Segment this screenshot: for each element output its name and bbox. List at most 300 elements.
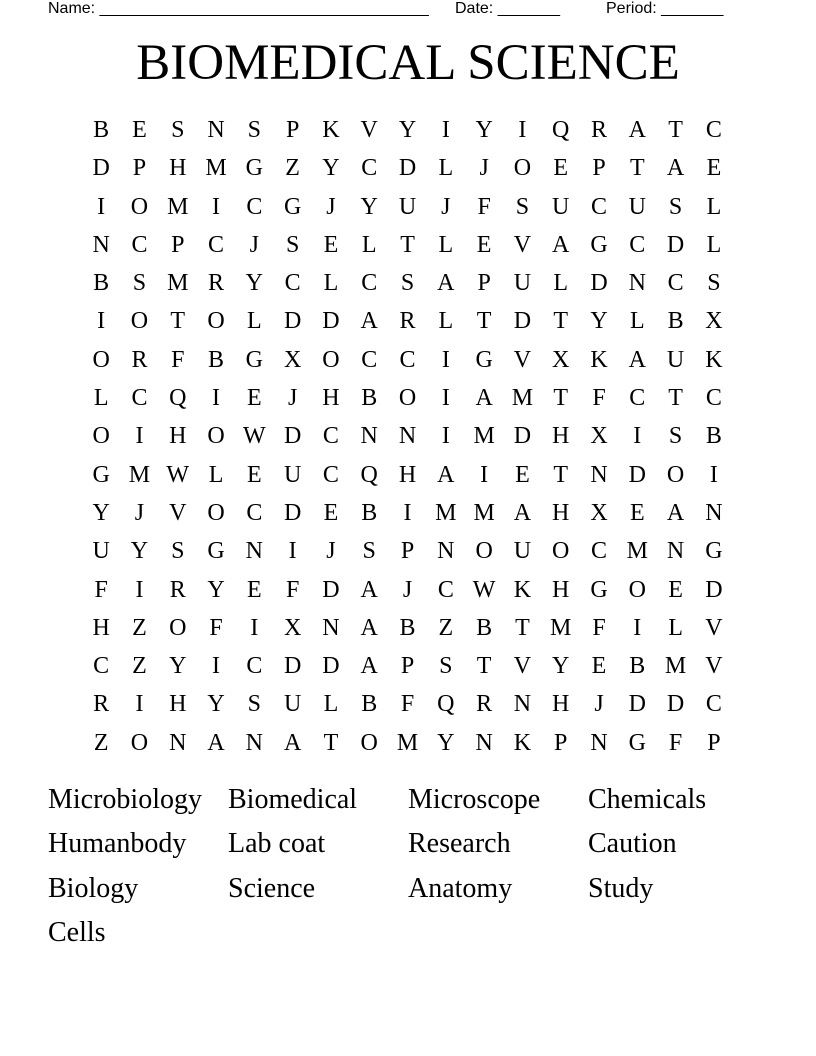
grid-row [82,647,734,685]
grid-letter: N [513,691,532,718]
grid-letter: N [245,538,263,565]
grid-letter: H [92,614,110,641]
grid-letter: J [134,499,145,526]
grid-letter: F [209,614,223,641]
grid-letter: O [207,423,225,450]
grid-letter: L [361,231,377,258]
grid-letter: O [475,538,493,565]
grid-letter: C [361,155,378,182]
grid-letter: W [166,461,190,488]
grid-letter: P [132,155,147,182]
grid-letter: G [590,231,608,258]
grid-letter: G [283,193,302,220]
grid-letter: E [668,576,683,603]
grid-letter: O [360,729,378,756]
grid-letter: L [208,461,224,488]
grid-letter: I [250,614,259,641]
grid-letter: B [476,614,493,641]
grid-letter: O [322,346,340,373]
grid-letter: T [553,385,569,412]
grid-letter: A [513,499,532,526]
grid-letter: G [245,346,263,373]
grid-letter: I [441,423,450,450]
grid-letter: N [628,270,646,297]
grid-letter: P [592,155,606,182]
grid-letter: V [169,499,187,526]
grid-letter: Y [360,193,378,220]
grid-row [82,341,734,379]
grid-letter: C [246,193,263,220]
grid-letter: L [629,308,645,335]
grid-letter: S [400,270,415,297]
grid-letter: T [629,155,645,182]
grid-letter: M [128,461,151,488]
grid-letter: L [553,270,569,297]
grid-letter: C [361,346,378,373]
grid-letter: N [92,231,110,258]
grid-letter: B [208,346,225,373]
word-bank-item: Study [588,872,654,904]
grid-letter: D [666,691,685,718]
grid-letter: J [326,193,336,220]
grid-letter: L [323,270,339,297]
grid-letter: P [171,231,185,258]
grid-letter: C [246,653,263,680]
grid-letter: F [94,576,108,603]
grid-row [82,417,734,455]
grid-letter: D [513,423,532,450]
grid-letter: Z [93,729,109,756]
word-bank-item: Microscope [408,784,541,815]
grid-letter: I [135,423,144,450]
grid-letter: D [283,308,302,335]
grid-letter: F [285,576,300,603]
grid-letter: Q [360,461,378,488]
grid-letter: C [208,231,225,258]
grid-letter: H [552,423,570,450]
word-bank-item: Chemicals [588,784,707,815]
grid-letter: A [437,270,455,297]
word-search-grid [82,111,734,762]
header-fields [48,0,748,20]
grid-letter: S [171,538,185,565]
grid-letter: O [666,461,685,488]
grid-row [82,685,734,723]
grid-letter: C [591,538,608,565]
grid-letter: O [130,193,149,220]
grid-letter: R [93,691,110,718]
grid-letter: H [169,155,187,182]
grid-letter: D [513,308,532,335]
grid-letter: F [400,691,415,718]
grid-letter: S [668,193,683,220]
grid-letter: O [207,308,225,335]
grid-letter: C [705,117,722,143]
grid-letter: D [590,270,608,297]
grid-letter: T [553,308,569,335]
grid-letter: K [513,729,532,756]
grid-letter: E [476,231,492,258]
grid-letter: E [323,499,339,526]
grid-letter: F [592,614,606,641]
grid-letter: P [400,653,415,680]
grid-letter: A [437,461,455,488]
grid-letter: N [245,729,263,756]
grid-letter: Y [475,117,493,143]
grid-letter: H [552,499,570,526]
grid-letter: P [285,117,300,143]
grid-letter: Y [207,576,225,603]
grid-letter: R [169,576,186,603]
grid-letter: C [667,270,684,297]
grid-letter: J [326,538,336,565]
grid-letter: N [437,538,455,565]
grid-row [82,609,734,647]
grid-letter: Q [552,117,570,143]
grid-letter: O [628,576,646,603]
grid-letter: H [398,461,417,488]
grid-letter: D [322,653,340,680]
grid-letter: C [361,270,378,297]
grid-letter: L [706,193,722,220]
word-bank-item: Science [228,872,316,904]
grid-letter: L [438,155,454,182]
grid-letter: P [400,538,415,565]
word-bank-item: Cells [48,917,106,949]
grid-letter: A [360,576,378,603]
grid-letter: I [97,193,106,220]
grid-letter: E [323,231,339,258]
grid-letter: C [131,231,148,258]
grid-row [82,264,734,302]
grid-letter: M [167,270,189,297]
grid-letter: O [513,155,532,182]
grid-letter: U [283,691,302,718]
grid-row [82,226,734,264]
grid-letter: Y [322,155,340,182]
grid-letter: T [400,231,415,258]
grid-letter: B [361,499,378,526]
grid-letter: U [552,193,570,220]
grid-letter: S [247,691,262,718]
grid-letter: S [707,270,721,297]
grid-letter: D [628,461,646,488]
grid-letter: Y [207,691,225,718]
grid-letter: M [664,653,687,680]
grid-letter: O [92,423,110,450]
grid-letter: O [398,385,417,412]
grid-letter: N [207,117,225,143]
grid-letter: N [322,614,340,641]
grid-letter: V [513,231,532,258]
grid-letter: C [705,691,722,718]
date-field: Date: _______ [455,0,560,17]
grid-letter: Q [437,691,455,718]
word-bank-item: Anatomy [408,872,513,904]
grid-letter: C [284,270,301,297]
grid-letter: E [132,117,147,143]
grid-letter: I [212,193,221,220]
grid-letter: L [706,231,722,258]
grid-letter: I [633,614,642,641]
page-title: BIOMEDICAL SCIENCE [136,35,680,91]
grid-letter: Y [590,308,608,335]
grid-letter: M [435,499,457,526]
grid-row [82,532,734,570]
grid-letter: C [246,499,263,526]
grid-letter: G [590,576,608,603]
grid-letter: U [283,461,302,488]
grid-letter: N [590,729,608,756]
word-bank-item: Lab coat [228,828,326,860]
grid-letter: E [706,155,722,182]
grid-letter: P [477,270,491,297]
grid-letter: G [705,538,723,565]
grid-letter: U [628,193,646,220]
grid-letter: T [515,614,530,641]
grid-letter: O [552,538,570,565]
grid-letter: G [475,346,493,373]
grid-letter: D [666,231,685,258]
grid-letter: A [360,653,378,680]
grid-letter: M [473,499,495,526]
grid-row [82,111,734,149]
grid-letter: Z [285,155,300,182]
grid-letter: D [705,576,723,603]
grid-letter: M [473,423,495,450]
grid-letter: M [550,614,572,641]
grid-letter: A [628,117,646,143]
grid-letter: D [628,691,646,718]
grid-row [82,494,734,532]
grid-letter: I [135,691,144,718]
word-bank [48,780,768,958]
grid-letter: C [322,423,339,450]
grid-letter: A [283,729,302,756]
grid-letter: B [399,614,416,641]
name-field: Name: _____________________________________ [48,0,429,17]
grid-letter: L [323,691,339,718]
grid-row [82,149,734,187]
grid-letter: I [212,653,221,680]
grid-letter: O [169,614,187,641]
grid-letter: C [591,193,608,220]
grid-letter: K [705,346,723,373]
grid-letter: Q [169,385,187,412]
word-bank-item: Biology [48,872,139,904]
grid-letter: R [208,270,225,297]
grid-letter: T [323,729,339,756]
grid-letter: E [247,576,262,603]
grid-letter: E [247,385,262,412]
grid-letter: G [245,155,263,182]
grid-letter: C [131,385,148,412]
grid-letter: C [322,461,339,488]
grid-letter: E [591,653,607,680]
grid-letter: T [170,308,186,335]
grid-letter: Z [132,653,147,680]
grid-letter: A [360,614,378,641]
grid-letter: Y [398,117,417,143]
grid-letter: Z [438,614,454,641]
grid-letter: V [360,117,378,143]
grid-letter: N [666,538,685,565]
grid-letter: T [476,653,492,680]
grid-letter: D [283,423,302,450]
grid-letter: H [322,385,340,412]
grid-letter: V [705,653,723,680]
grid-letter: L [668,614,683,641]
grid-letter: L [438,231,454,258]
grid-letter: J [402,576,413,603]
grid-letter: Y [130,538,149,565]
grid-letter: B [93,270,110,297]
grid-letter: I [135,576,144,603]
grid-letter: V [513,653,532,680]
grid-letter: N [475,729,493,756]
grid-letter: U [398,193,417,220]
grid-letter: K [513,576,532,603]
grid-letter: S [247,117,262,143]
grid-letter: C [629,231,646,258]
grid-letter: D [322,308,340,335]
grid-letter: I [288,538,297,565]
grid-letter: J [287,385,298,412]
word-bank-item: Caution [588,828,677,860]
grid-letter: D [398,155,417,182]
grid-letter: I [441,346,450,373]
word-bank-item: Biomedical [228,784,358,815]
grid-letter: J [249,231,259,258]
grid-letter: B [705,423,722,450]
grid-row [82,724,734,762]
grid-letter: I [403,499,412,526]
grid-letter: V [705,614,723,641]
grid-letter: A [207,729,225,756]
grid-row [82,571,734,609]
grid-letter: Y [92,499,110,526]
grid-letter: M [626,538,648,565]
grid-letter: A [666,499,685,526]
grid-letter: I [633,423,642,450]
grid-letter: C [437,576,454,603]
grid-letter: N [705,499,723,526]
grid-letter: I [97,308,106,335]
grid-row [82,379,734,417]
grid-row [82,456,734,494]
grid-letter: R [476,691,493,718]
grid-letter: A [552,231,570,258]
grid-letter: X [590,423,608,450]
grid-letter: K [322,117,340,143]
grid-letter: T [668,117,683,143]
grid-letter: K [590,346,608,373]
grid-letter: B [629,653,646,680]
grid-letter: B [361,691,378,718]
grid-letter: C [399,346,416,373]
grid-letter: H [169,691,187,718]
word-bank-item: Microbiology [48,784,202,815]
grid-letter: X [552,346,570,373]
grid-row [82,302,734,340]
grid-letter: J [594,691,604,718]
grid-letter: M [511,385,534,412]
grid-letter: F [477,193,491,220]
grid-letter: S [132,270,147,297]
grid-letter: P [554,729,568,756]
grid-letter: I [441,117,450,143]
grid-letter: H [552,576,570,603]
grid-letter: U [92,538,110,565]
grid-letter: D [283,499,302,526]
grid-letter: S [439,653,453,680]
grid-letter: X [705,308,723,335]
grid-letter: U [666,346,685,373]
grid-letter: F [668,729,683,756]
grid-letter: M [167,193,189,220]
grid-letter: R [399,308,416,335]
grid-letter: N [360,423,378,450]
grid-letter: N [169,729,187,756]
grid-letter: Z [132,614,147,641]
grid-letter: S [362,538,376,565]
grid-letter: I [518,117,527,143]
grid-letter: I [709,461,718,488]
grid-letter: Y [552,653,570,680]
grid-letter: Y [245,270,263,297]
grid-letter: F [171,346,185,373]
grid-letter: I [441,385,450,412]
grid-letter: O [207,499,225,526]
grid-letter: Y [169,653,187,680]
grid-letter: S [171,117,185,143]
grid-letter: Y [437,729,455,756]
grid-letter: P [707,729,721,756]
grid-letter: N [590,461,608,488]
grid-letter: T [476,308,492,335]
grid-letter: B [667,308,684,335]
grid-letter: A [475,385,493,412]
grid-letter: G [207,538,225,565]
word-bank-item: Research [408,828,511,860]
grid-letter: M [396,729,419,756]
grid-letter: D [92,155,110,182]
grid-letter: I [480,461,489,488]
grid-letter: S [668,423,683,450]
grid-letter: R [591,117,608,143]
grid-letter: B [361,385,378,412]
grid-letter: D [322,576,340,603]
grid-letter: J [441,193,451,220]
grid-letter: L [247,308,262,335]
grid-letter: X [283,346,302,373]
grid-letter: T [553,461,569,488]
grid-letter: G [628,729,646,756]
grid-letter: O [130,729,149,756]
grid-letter: I [212,385,221,412]
grid-letter: A [360,308,378,335]
grid-letter: M [205,155,227,182]
grid-letter: O [92,346,110,373]
grid-letter: G [92,461,110,488]
grid-letter: V [513,346,532,373]
grid-letter: N [398,423,417,450]
grid-letter: O [130,308,149,335]
word-bank-item: Humanbody [48,828,187,860]
grid-letter: X [283,614,302,641]
grid-letter: E [247,461,262,488]
grid-letter: L [93,385,109,412]
